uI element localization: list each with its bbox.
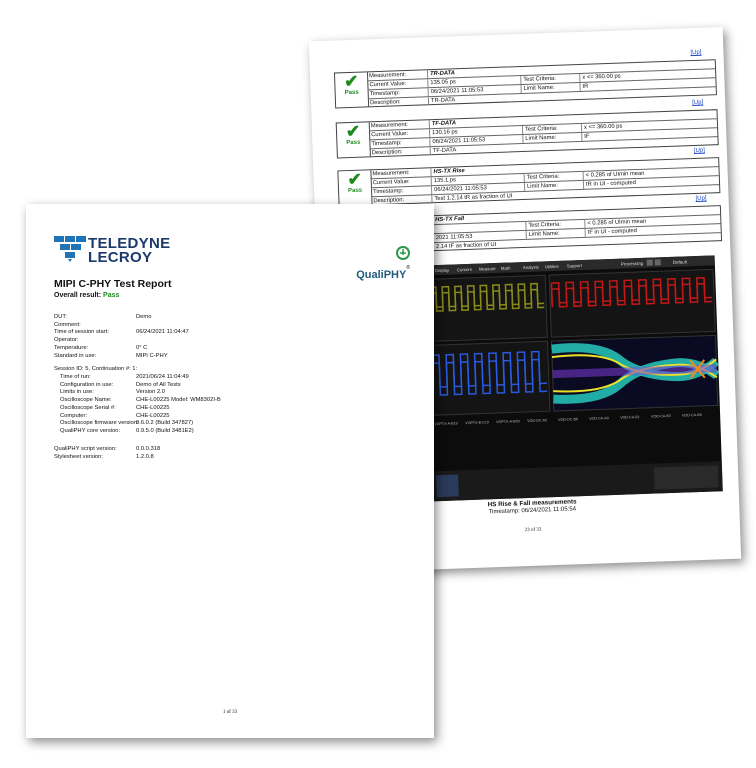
overall-value: Pass bbox=[103, 292, 120, 299]
info-value: Demo bbox=[136, 314, 152, 320]
label: Current Value: bbox=[369, 129, 430, 139]
channel-label: VOPTX-A-B29 bbox=[496, 419, 520, 425]
qualiphy-trademark: ® bbox=[406, 265, 410, 271]
measurement-table bbox=[336, 109, 719, 158]
info-value: 0° C bbox=[136, 344, 148, 351]
channel-label: VOD-CA-A9 bbox=[589, 416, 609, 421]
up-link[interactable]: [Up] bbox=[692, 99, 704, 107]
overall-label: Overall result: bbox=[54, 292, 102, 299]
label: Test Criteria: bbox=[521, 74, 580, 84]
checkmark-icon: ✔ bbox=[347, 169, 363, 190]
channel-labels bbox=[434, 413, 702, 426]
label: Measurement: bbox=[369, 120, 430, 130]
up-link[interactable]: [Up] bbox=[695, 195, 707, 202]
label: Test Criteria: bbox=[525, 172, 584, 182]
qualiphy-emblem-icon bbox=[396, 246, 410, 260]
test-criteria: x <= 360.00 ps bbox=[582, 73, 621, 81]
measurement-list bbox=[309, 27, 723, 251]
status-badge: Pass bbox=[346, 139, 361, 147]
up-link[interactable]: [Up] bbox=[693, 147, 706, 155]
info-key: Temperature: bbox=[54, 344, 89, 351]
info-key: Standard in use: bbox=[54, 352, 97, 359]
limit-name: tF bbox=[584, 133, 590, 140]
measurement-name: TR-DATA bbox=[429, 70, 456, 78]
info-value: 0.9.5.0 (Build 3481E2) bbox=[136, 427, 194, 434]
info-key: Time of run: bbox=[60, 374, 91, 380]
timestamp: 06/24/2021 11:05:53 bbox=[432, 183, 525, 194]
info-value: CHE-L00225 bbox=[136, 412, 170, 419]
label: Timestamp: bbox=[368, 88, 429, 98]
scope-menu-item[interactable]: Display bbox=[434, 267, 450, 274]
status-badge: Pass bbox=[344, 89, 359, 97]
label: Description: bbox=[370, 147, 431, 157]
timestamp: 06/24/2021 11:05:53 bbox=[430, 135, 523, 146]
teledyne-logo-icon bbox=[54, 236, 86, 267]
report-title: MIPI C-PHY Test Report bbox=[54, 278, 172, 290]
info-key: Operator: bbox=[54, 337, 79, 344]
stop-icon[interactable] bbox=[655, 259, 661, 265]
timestamp: 2021 11:05:53 bbox=[434, 231, 527, 242]
info-value: CHE-L00225 Model: WM8302I-B bbox=[136, 397, 221, 404]
session-info bbox=[54, 314, 394, 364]
scope-processing-label: Processing bbox=[620, 260, 644, 267]
info-value: CHE-L00225 bbox=[136, 404, 170, 411]
description: Test 1.2.14 tR as fraction of UI bbox=[434, 193, 513, 203]
info-value: Version 2.0 bbox=[136, 389, 166, 396]
report-page-front bbox=[26, 204, 434, 738]
scope-menu-item[interactable]: Support bbox=[566, 262, 582, 269]
measurement-table bbox=[334, 59, 717, 108]
channel-label: VOD-CA-B0 bbox=[682, 412, 702, 418]
label: Measurement: bbox=[367, 70, 428, 80]
current-value: 130.16 ps bbox=[430, 126, 523, 137]
current-value: 135.05 ps bbox=[428, 76, 521, 87]
info-key: Oscilloscope Serial #: bbox=[60, 404, 116, 411]
run-info bbox=[60, 374, 400, 438]
version-info bbox=[54, 446, 394, 462]
figure-caption: HS Rise & Fall measurements bbox=[487, 498, 577, 509]
qualiphy-logo bbox=[356, 246, 410, 283]
channel-label: VOD-DC-B6 bbox=[558, 417, 579, 422]
scope-menu-item[interactable]: Math bbox=[500, 265, 511, 271]
scope-default-label: Default bbox=[672, 259, 688, 265]
label: Current Value: bbox=[371, 177, 432, 187]
measurement-name: HS-TX Fall bbox=[435, 216, 465, 224]
info-key: Limits in use: bbox=[60, 389, 94, 396]
limit-name: tR bbox=[582, 83, 589, 90]
info-value: 1.2.0.8 bbox=[136, 453, 154, 460]
brand-line-1: TELEDYNE bbox=[88, 235, 171, 252]
test-criteria: < 0.285 of UImin mean bbox=[587, 218, 647, 227]
status-cell bbox=[337, 122, 371, 157]
scope-menu-item[interactable]: Analysis bbox=[522, 264, 539, 271]
session-line: Session ID: 5, Continuation #: 1: bbox=[54, 366, 138, 372]
label: Test Criteria: bbox=[523, 124, 582, 134]
current-value: 135.1 ps bbox=[432, 174, 525, 185]
info-value: 9.6.0.2 (Build 347827) bbox=[136, 420, 194, 427]
info-value: 2021/06/24 11:04:49 bbox=[136, 374, 189, 380]
measurement-table bbox=[337, 157, 720, 206]
status-cell bbox=[338, 170, 372, 205]
figure-timestamp: Timestamp: 06/24/2021 11:05:54 bbox=[488, 506, 577, 516]
info-key: Comment: bbox=[54, 321, 81, 328]
info-key: Oscilloscope firmware version: bbox=[60, 420, 139, 427]
channel-label: VOD-CA-B1 bbox=[620, 415, 640, 420]
page-number: 23 of 33 bbox=[524, 527, 542, 534]
info-value: 06/24/2021 11:04:47 bbox=[136, 329, 189, 336]
info-key: Configuration in use: bbox=[60, 381, 114, 388]
label: Description: bbox=[368, 97, 429, 107]
checkmark-icon: ✔ bbox=[343, 71, 359, 92]
label: Test Criteria: bbox=[526, 220, 585, 230]
oscilloscope-screenshot bbox=[425, 255, 723, 501]
description: 2.14 tF as fraction of UI bbox=[435, 241, 497, 251]
up-link[interactable]: [Up] bbox=[690, 49, 702, 57]
channel-label: VOD-DC-A5 bbox=[527, 418, 548, 423]
limit-name: tF in UI - computed bbox=[587, 228, 638, 236]
info-key: Time of session start: bbox=[54, 329, 109, 336]
info-value: Demo of All Tests bbox=[136, 381, 181, 388]
measurement-name: HS-TX Rise bbox=[433, 168, 465, 176]
test-criteria: x <= 360.00 ps bbox=[583, 123, 623, 131]
pause-icon[interactable] bbox=[647, 260, 653, 266]
qualiphy-name: QualiPHY bbox=[356, 269, 407, 281]
limit-name: tR in UI - computed bbox=[585, 180, 637, 188]
label: Timestamp: bbox=[369, 138, 430, 148]
channel-label: VOPTX-B-C19 bbox=[465, 420, 489, 426]
timestamp: 06/24/2021 11:05:53 bbox=[429, 85, 522, 96]
description: TF-DATA bbox=[432, 147, 457, 155]
label: Limit Name: bbox=[527, 229, 586, 239]
info-key: Oscilloscope Name: bbox=[60, 397, 112, 404]
label: Description: bbox=[371, 195, 432, 205]
scope-display bbox=[425, 255, 723, 501]
channel-label: VOD-CA-B3 bbox=[651, 413, 671, 419]
info-key: Computer: bbox=[60, 412, 88, 419]
label: Current Value: bbox=[367, 79, 428, 89]
label: Limit Name: bbox=[525, 181, 584, 191]
label: Limit Name: bbox=[521, 83, 580, 93]
label: Timestamp: bbox=[371, 186, 432, 196]
checkmark-icon: ✔ bbox=[345, 121, 361, 142]
scope-menu-item[interactable]: Cursors bbox=[456, 266, 473, 273]
page-number: 1 of 33 bbox=[222, 710, 238, 715]
measurement-name: TF-DATA bbox=[431, 120, 457, 128]
brand-name bbox=[88, 237, 170, 265]
info-key: Stylesheet version: bbox=[54, 453, 103, 460]
info-key: DUT: bbox=[54, 314, 67, 320]
info-key: QualiPHY script version: bbox=[54, 446, 117, 452]
info-value: 0.0.0.318 bbox=[136, 446, 161, 452]
info-value: MIPI C-PHY bbox=[136, 352, 168, 359]
scope-menu-item[interactable]: Measure bbox=[478, 266, 496, 272]
description: TR-DATA bbox=[430, 97, 456, 105]
timebase-box[interactable] bbox=[654, 465, 719, 489]
brand-line-2: LECROY bbox=[88, 249, 153, 266]
scope-menu-item[interactable]: Utilities bbox=[544, 263, 559, 270]
label: Limit Name: bbox=[523, 133, 582, 143]
overall-result bbox=[54, 292, 119, 299]
status-cell bbox=[335, 72, 369, 107]
status-badge: Pass bbox=[347, 187, 363, 195]
test-criteria: < 0.285 of UImin mean bbox=[585, 170, 645, 179]
channel-descriptor-box[interactable] bbox=[436, 474, 459, 497]
label: Measurement: bbox=[370, 168, 431, 178]
channel-label: VOPTX-A-B19 bbox=[434, 421, 458, 427]
info-key: QualiPHY core version: bbox=[60, 427, 121, 434]
